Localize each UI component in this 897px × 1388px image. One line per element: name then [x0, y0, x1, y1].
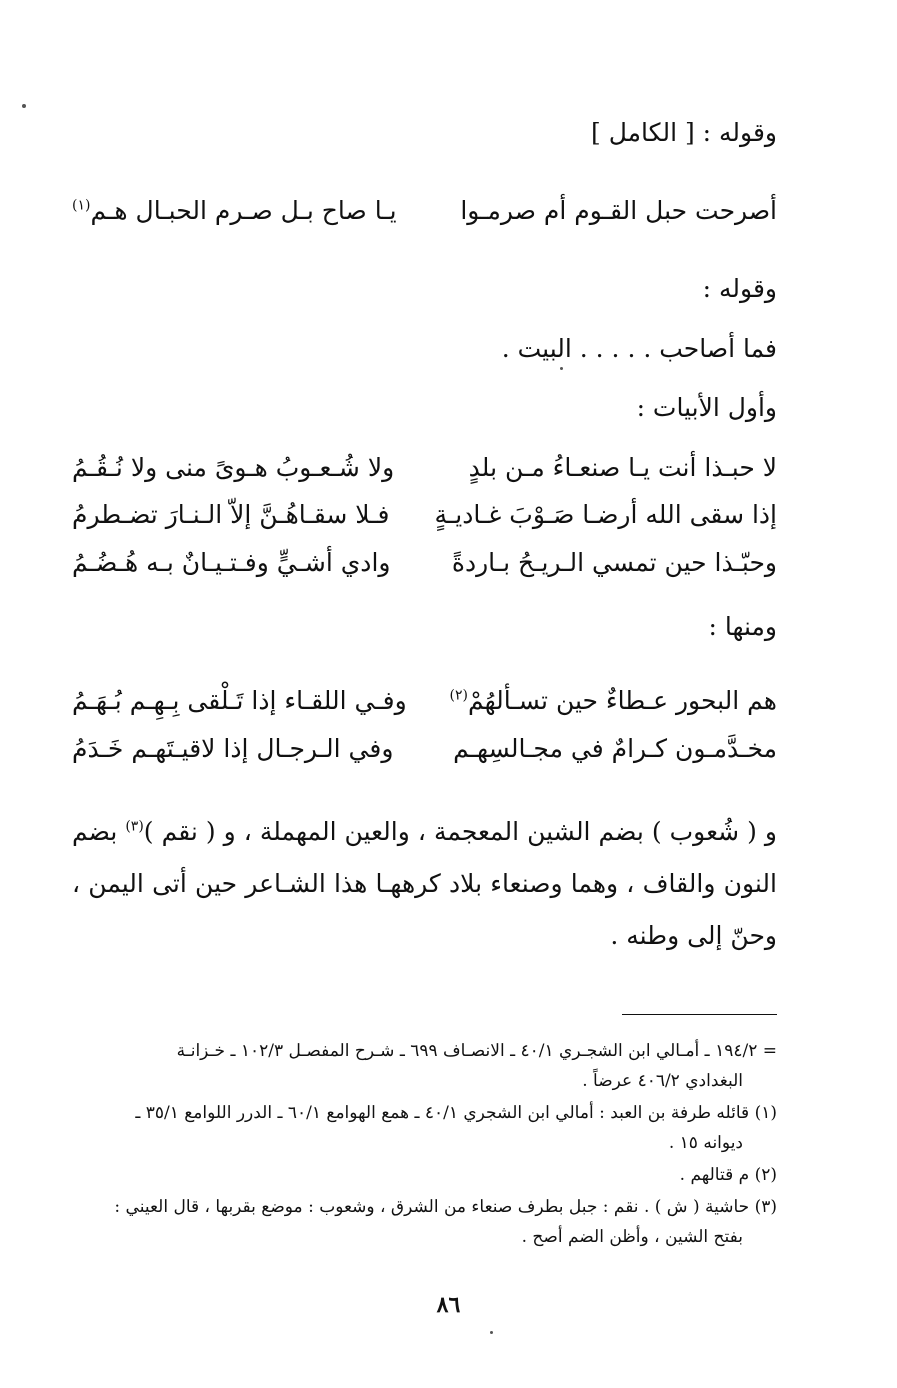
verse-1-first-hemistich: أصرحت حبل القـوم أم صرمـوا: [460, 196, 777, 225]
poem2-second-hemistich: وفـي اللقـاء إذا تَـلْقى بِـهِـم بُـهَـمُ: [72, 686, 407, 715]
poem1-second-hemistich: ولا شُـعـوبُ هـوىً منى ولا نُـقُـمُ: [72, 453, 395, 482]
poem2-verse: [72, 686, 777, 730]
intro-line-2: وقوله :: [702, 274, 777, 303]
poem1-verse: [72, 548, 777, 592]
poem1-first-hemistich: لا حبـذا أنت يـا صنعـاءُ مـن بلدٍ: [468, 453, 777, 482]
intro-line-4: ومنها :: [708, 612, 777, 641]
footnote-mark: (٢): [754, 1165, 777, 1185]
footnote-text: ١٩٤/٢ ـ أمـالي ابن الشجـري ٤٠/١ ـ الانصـاف ٦٩٩ ـ شـرح المفصـل ١٠٢/٣ ـ خـزانـة: [176, 1041, 758, 1061]
footnote-continuation: ديوانه ١٥ .: [668, 1133, 743, 1153]
poem2-verse: [72, 734, 777, 778]
footnote-text: م قتالهم .: [679, 1165, 750, 1185]
commentary-paragraph: [72, 806, 777, 962]
footnote-separator: [622, 1014, 777, 1015]
scan-speck: [490, 1331, 493, 1334]
footnote-continuation: بفتح الشين ، وأظن الضم أصح .: [521, 1227, 743, 1247]
poem1-second-hemistich: وادي أشـيٍّ وفـتـيـانٌ بـه هُـضُـمُ: [72, 548, 391, 577]
poem1-second-hemistich: فـلا سقـاهُـنَّ إلاّ الـنـارَ تضـطرمُ: [72, 500, 390, 529]
intro-line-1: وقوله : [ الكامل ]: [591, 118, 777, 147]
poem2-first-text: هم البحور عـطاءٌ حين تسـألهُمْ: [468, 686, 777, 715]
footnote-ref-3: (٣): [125, 818, 144, 835]
poem1-verse: [72, 500, 777, 544]
scan-speck: [560, 367, 563, 370]
commentary-part-1: و ( شُعوب ) بضم الشين المعجمة ، والعين المهملة ، و ( نقم ): [143, 817, 777, 846]
footnote-text: حاشية ( ش ) . نقم : جبل بطرف صنعاء من الشرق ، وشعوب : موضع بقربها ، قال العيني :: [114, 1197, 750, 1217]
poem1-verse: [72, 453, 777, 497]
scan-speck: [22, 104, 26, 108]
footnote: [72, 1036, 777, 1096]
poem2-first-hemistich: [450, 686, 777, 715]
verse-1: [72, 196, 777, 240]
verse-1-second-hemistich: [72, 196, 397, 225]
footnote-continuation: البغدادي ٤٠٦/٢ عرضاً .: [582, 1071, 743, 1091]
footnote-ref-1: (١): [72, 197, 91, 214]
footnote-mark: (٣): [754, 1197, 777, 1217]
footnote-text: قائله طرفة بن العبد : أمالي ابن الشجري ٤٠/١ ـ همع الهوامع ٦٠/١ ـ الدرر اللوامع ٣٥/١ ـ: [135, 1103, 750, 1123]
poem1-first-hemistich: إذا سقى الله أرضـا صَـوْبَ غـاديـةٍ: [434, 500, 777, 529]
footnote-mark: =: [762, 1041, 777, 1061]
quote-line: فما أصاحب . . . . . البيت .: [501, 334, 777, 363]
footnote: [72, 1160, 777, 1190]
footnote: [72, 1192, 777, 1252]
poem1-first-hemistich: وحبّـذا حين تمسي الـريـحُ بـاردةً: [451, 548, 777, 577]
poem2-second-hemistich: وفي الـرجـال إذا لاقيـتَهـم خَـدَمُ: [72, 734, 394, 763]
commentary-part-2: بضم النون والقاف ، وهما وصنعاء بلاد كرههـا هذا الشـاعر حين أتى اليمن ، وحنّ إلى وطنه .: [72, 817, 777, 950]
footnote: [72, 1098, 777, 1158]
footnote-ref-2: (٢): [449, 687, 469, 704]
page-number: ٨٦: [436, 1292, 461, 1318]
footnote-mark: (١): [754, 1103, 777, 1123]
poem2-first-hemistich: مخـدَّمـون كـرامٌ في مجـالسِهـم: [453, 734, 777, 763]
verse-1-second-text: يـا صاح بـل صـرم الحبـال هـم: [90, 196, 397, 225]
intro-line-3: وأول الأبيات :: [636, 393, 777, 422]
